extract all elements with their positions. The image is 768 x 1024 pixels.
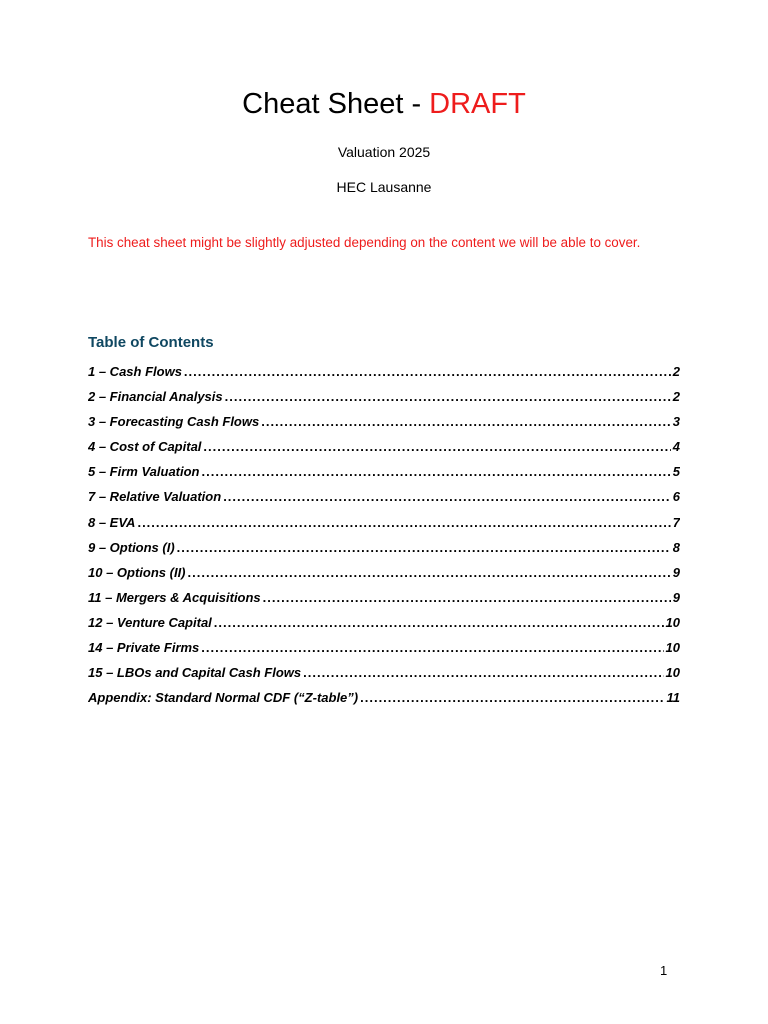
toc-entry[interactable] [88,565,680,590]
school-name: HEC Lausanne [336,179,432,195]
toc-entry[interactable] [88,439,680,464]
document-title [0,88,768,121]
toc-entry-page: 9 [672,564,680,580]
toc-leader-dots [184,364,671,379]
toc-entry[interactable] [88,590,680,615]
toc-entry-page: 8 [672,539,680,555]
toc-entry-page: 3 [672,414,680,430]
toc-entry-label: 8 – EVA [88,514,136,530]
title-text: Cheat Sheet - [242,88,430,120]
toc-leader-dots [303,665,663,680]
toc-entry-label: 11 – Mergers & Acquisitions [88,589,261,605]
toc-entry-page: 2 [672,389,680,405]
toc-leader-dots [137,515,670,530]
toc-entry-label: 12 – Venture Capital [88,614,212,630]
toc-entry[interactable] [88,540,680,565]
toc-entry[interactable] [88,665,680,690]
toc-leader-dots [360,690,664,705]
toc-entry[interactable] [88,640,680,665]
toc-entry[interactable] [88,389,680,414]
toc-entry[interactable] [88,489,680,514]
toc-entry-page: 7 [672,514,680,530]
draft-notice: This cheat sheet might be slightly adjusted depending on the content we will be able to cover. [88,235,641,250]
toc-leader-dots [203,439,670,454]
toc-entry-label: 15 – LBOs and Capital Cash Flows [88,665,302,681]
toc-leader-dots [225,389,671,404]
toc-entry-label: 7 – Relative Valuation [88,489,222,505]
toc-entry[interactable] [88,515,680,540]
toc-leader-dots [188,565,671,580]
toc-entry-label: 14 – Private Firms [88,640,200,656]
toc-leader-dots [201,640,663,655]
toc-entry-page: 2 [672,364,680,379]
toc-entry-label: 3 – Forecasting Cash Flows [88,414,260,430]
toc-leader-dots [263,590,671,605]
toc-entry-page: 10 [665,665,680,681]
toc-leader-dots [214,615,664,630]
toc-entry-label: 2 – Financial Analysis [88,389,223,405]
toc-entry[interactable] [88,615,680,640]
toc-entry-page: 10 [665,640,680,656]
draft-label: DRAFT [429,88,526,120]
page-number: 1 [660,963,668,978]
toc-entry[interactable] [88,414,680,439]
toc-entry-page: 10 [665,614,680,630]
course-name: Valuation 2025 [337,144,431,160]
toc-entry-page: 5 [672,464,680,480]
toc-entry-label: 9 – Options (I) [88,539,175,555]
toc-leader-dots [202,464,671,479]
toc-entry[interactable] [88,364,680,389]
table-of-contents [88,364,680,715]
toc-entry-label: 10 – Options (II) [88,564,186,580]
toc-entry-label: 4 – Cost of Capital [88,439,202,455]
toc-entry-page: 11 [666,690,680,706]
toc-entry-page: 4 [672,439,680,455]
toc-entry-page: 6 [672,489,680,505]
toc-entry-label: 1 – Cash Flows [88,364,182,379]
toc-entry[interactable] [88,464,680,489]
toc-entry-label: 5 – Firm Valuation [88,464,200,480]
toc-leader-dots [177,540,671,555]
toc-leader-dots [261,414,671,429]
toc-heading: Table of Contents [88,334,214,351]
toc-entry[interactable] [88,690,680,715]
toc-leader-dots [223,489,671,504]
toc-entry-label: Appendix: Standard Normal CDF (“Z-table”) [88,690,359,706]
toc-entry-page: 9 [672,589,680,605]
